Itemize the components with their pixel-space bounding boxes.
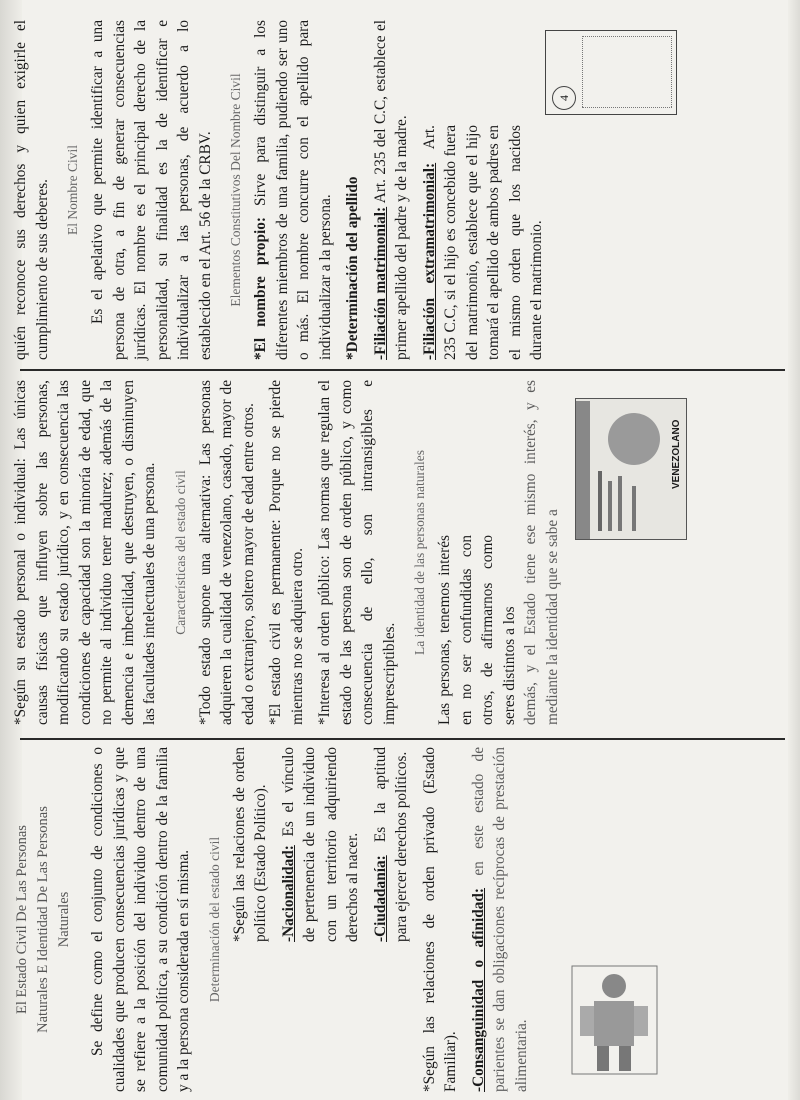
id-card-country: VENEZOLANO: [671, 419, 682, 489]
definition-paragraph: Se define como el conjunto de condiciones o cualidades que producen consecuencias jurídicas y que se refiere a la posición del individuo dentro de una comunidad política, a su condición dentro de la familia y a la persona considerada en sí misma.: [89, 747, 192, 1092]
alternativa-paragraph: *Todo estado supone una alternativa: Las personas adquieren la cualidad de venezolano, casado, mayor de edad o extranjero, soltero mayor de edad entre otros.: [196, 380, 257, 725]
child-illustration: [555, 947, 673, 1092]
filiacion-extra-text: Art. 235 C.C, si el hijo es concebido fuera del matrimonio, establece que el hijo tomará el apellido de ambos padres en el mismo orden que los nacidos durante el matrimonio.: [420, 125, 545, 360]
filiacion-extra-label: -Filiación extramatrimonial:: [420, 162, 438, 360]
consanguinidad-label: -Consanguinidad o afinidad:: [469, 887, 487, 1092]
page-title-line: Naturales E Identidad De Las Personas: [35, 806, 51, 1033]
column-1: [0, 747, 800, 1092]
section-heading: Determinación del estado civil: [206, 836, 222, 1003]
column-divider: [20, 738, 785, 740]
identidad-paragraph-cont: demás, y el Estado tiene ese mismo interés, y es mediante la identidad que se sabe a: [522, 380, 561, 725]
filiacion-mat-label: -Filiación matrimonial:: [371, 206, 389, 360]
id-card-graphic: [576, 401, 684, 539]
section-heading: Características del estado civil: [172, 470, 188, 635]
section-heading: Elementos Constitutivos Del Nombre Civil: [228, 73, 243, 307]
identidad-paragraph: Las personas, tenemos interés en no ser confundidas con otros, de afirmarnos como seres distintos a los: [436, 535, 518, 725]
nacionalidad-label: -Nacionalidad:: [279, 845, 297, 942]
orden-publico-paragraph: *Interesa al orden público: Las normas que regulan el estado de las persona son de orden público, y como consecuencia de ello, son intransigibles e imprescriptibles.: [316, 380, 398, 725]
nombre-paragraph: Es el apelativo que permite identificar a una persona de otra, a fin de generar consecuencias jurídicas. El nombre es el principal derecho de la personalidad, su finalidad es la de identificar e individualizar a las personas, de acuerdo a lo establecido en el Art. 56 de la CRBV.: [89, 20, 214, 360]
section-heading: La identidad de las personas naturales: [412, 449, 427, 656]
apellido-heading: *Determinación del apellido: [344, 176, 361, 360]
consanguinidad-text: en este estado de parientes se dan obligaciones recíprocas de prestación alimentaria.: [469, 747, 530, 1092]
ciudadania-text: Es la aptitud para ejercer derechos políticos.: [371, 747, 410, 942]
family-intro: *Según las relaciones de orden privado (Estado Familiar).: [420, 747, 459, 1092]
column-divider: [20, 369, 785, 371]
political-intro: *Según las relaciones de orden político (Estado Político).: [230, 747, 269, 942]
ciudadania-label: -Ciudadanía:: [371, 855, 389, 942]
page-title-line: Naturales: [56, 891, 72, 948]
nombre-propio-label: *El nombre propio:: [252, 216, 269, 360]
page-title-line: El Estado Civil De Las Personas: [14, 825, 30, 1014]
nombre-propio-text: Sirve para distinguir a los diferentes miembros de una familia, pudiendo ser uno o más. El nombre concurre con el apellido para individualizar a la persona.: [252, 20, 334, 360]
stamp-box: [545, 30, 677, 115]
permanente-paragraph: *El estado civil es permanente: Porque no se pierde mientras no se adquiera otro.: [267, 380, 306, 725]
stamp-inner-box: [582, 36, 672, 108]
nacionalidad-text: Es el vínculo de pertenencia de un individuo con un territorio adquiriendo derechos al nacer.: [279, 746, 361, 942]
page-number-badge: 4: [552, 86, 576, 110]
filiacion-mat-text: Art. 235 del C.C, establece el primer apellido del padre y de la madre.: [371, 20, 410, 360]
section-heading: El Nombre Civil: [65, 145, 80, 235]
column-3: [0, 20, 800, 360]
id-card-image: [575, 398, 687, 540]
individual-paragraph: *Según su estado personal o individual: Las únicas causas físicas que influyen sobre las personas, modificando su estado jurídico, y en consecuencia las condiciones de capacidad son la minoría de edad, que no permite al individuo tener madurez; además de la demencia e imbecilidad, que destruyen, o disminuyen las facultades intelectuales de una persona.: [12, 380, 158, 725]
intro-paragraph: quién reconoce sus derechos y quien exigirle el cumplimiento de sus deberes.: [12, 20, 51, 360]
